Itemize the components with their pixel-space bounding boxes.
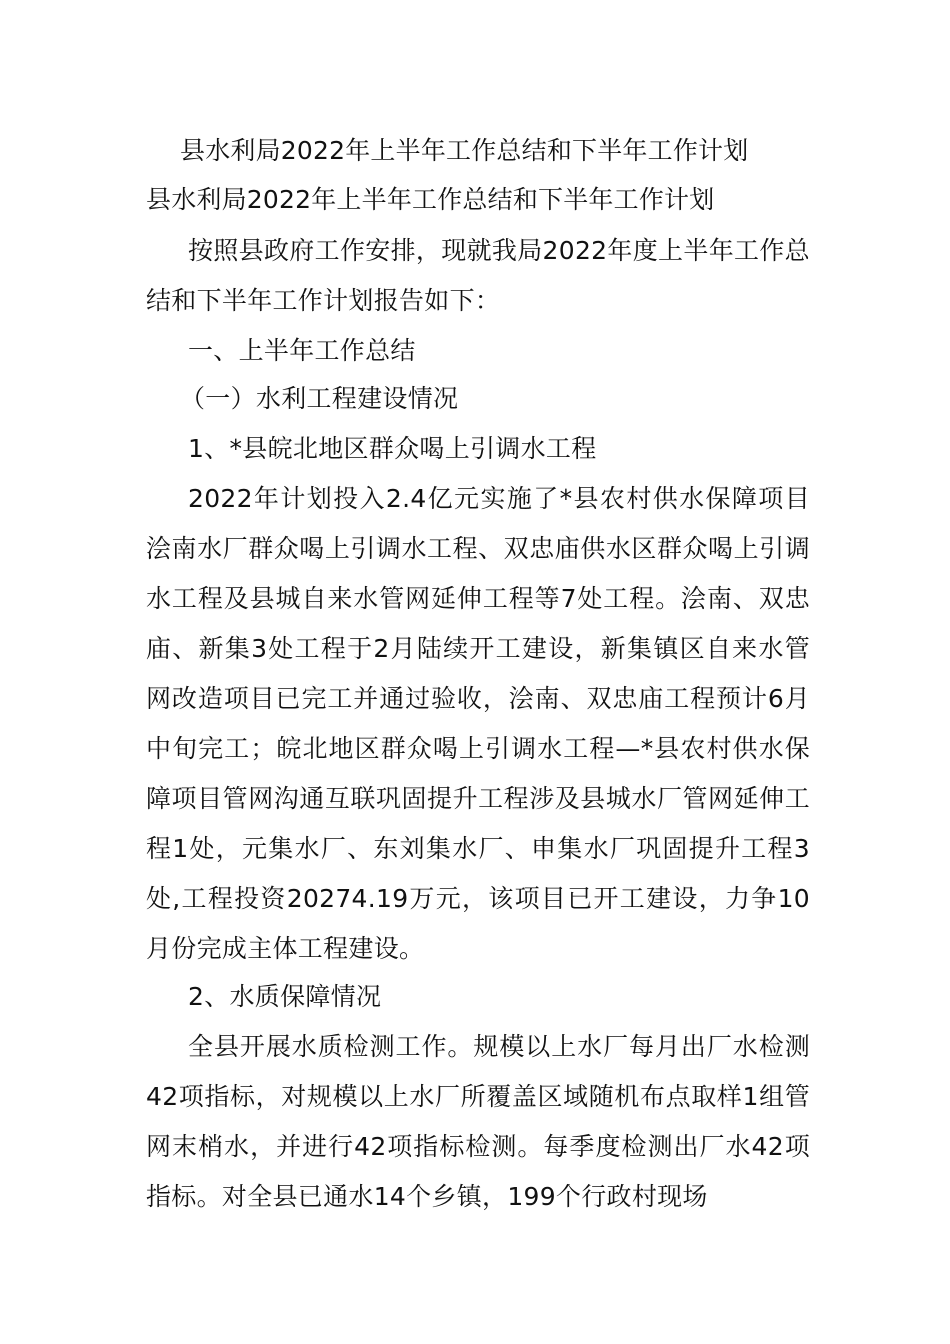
document-title-repeat: 县水利局2022年上半年工作总结和下半年工作计划 [146, 185, 715, 214]
document-title: 县水利局2022年上半年工作总结和下半年工作计划 [180, 136, 749, 165]
subsection-heading: （一）水利工程建设情况 [180, 384, 459, 413]
intro-paragraph: 按照县政府工作安排，现就我局2022年度上半年工作总结和下半年工作计划报告如下： [146, 236, 810, 315]
item-heading: 1、*县皖北地区群众喝上引调水工程 [188, 434, 597, 463]
item-paragraph: 2022年计划投入2.4亿元实施了*县农村供水保障项目浍南水厂群众喝上引调水工程、双忠庙供水区群众喝上引调水工程及县城自来水管网延伸工程等7处工程。浍南、双忠庙、新集3处工程于2月陆续开工建设，新集镇区自来水管网改造项目已完工并通过验收，浍南、双忠庙工程预计6月中旬完工；皖北地区群众喝上引调水工程—*县农村供水保障项目管网沟通互联巩固提升工程涉及县城水厂管网延伸工程1处，元集水厂、东刘集水厂、申集水厂巩固提升工程3处,工程投资20274.19万元，该项目已开工建设，力争10月份完成主体工程建设。 [146, 484, 810, 963]
section-heading: 一、上半年工作总结 [188, 336, 416, 365]
item-paragraph: 全县开展水质检测工作。规模以上水厂每月出厂水检测42项指标，对规模以上水厂所覆盖区域随机布点取样1组管网末梢水，并进行42项指标检测。每季度检测出厂水42项指标。对全县已通水14个乡镇，199个行政村现场 [146, 1032, 810, 1211]
item-heading: 2、水质保障情况 [188, 982, 382, 1011]
